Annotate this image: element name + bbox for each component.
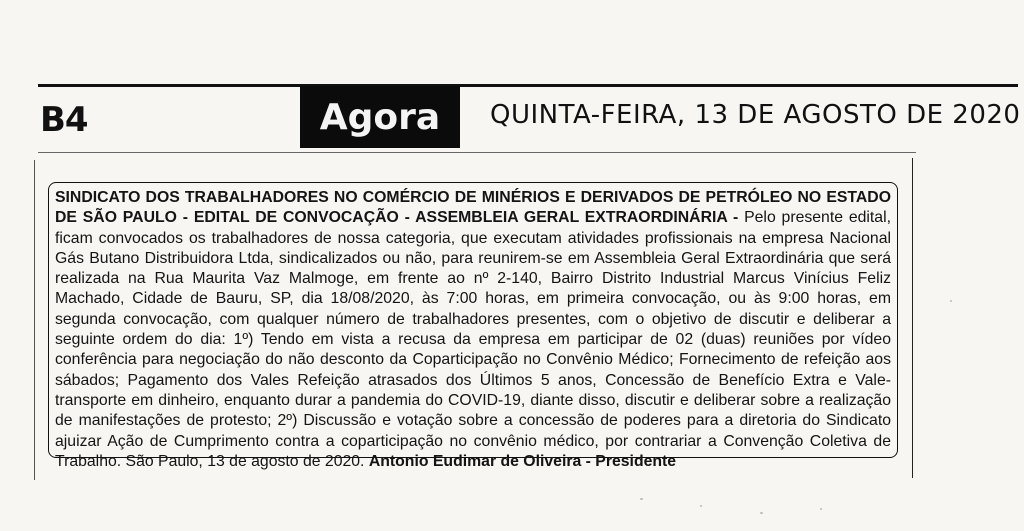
notice-body: Pelo presente edital, ficam convocados os trabalhadores de nossa categoria, que executam atividades profissionais na empresa Nacional Gás Butano Distribuidora Ltda, sindicalizados ou não, para reunirem-se em Assembleia Geral Extraordinária que será realizada na Rua Maurita Vaz Malmoge, em frente ao nº 2-140, Bairro Distrito Industrial Marcus Vinícius Feliz Machado, Cidade de Bauru, SP, dia 18/08/2020, às 7:00 horas, em primeira convocação, ou às 9:00 horas, em segunda convocação, com qualquer número de trabalhadores presentes, com o objetivo de discutir e deliberar a seguinte ordem do dia: 1º) Tendo em vista a recusa da empresa em participar de 02 (duas) reuniões por vídeo conferência para negociação do não desconto da Coparticipação no Convênio Médico; Fornecimento de refeição aos sábados; Pagamento dos Vales Refeição atrasados dos Últimos 5 anos, Concessão de Benefício Extra e Vale-transporte em dinheiro, enquanto durar a pandemia do COVID-19, diante disso, discutir e deliberar sobre a realização de manifestações de protesto; 2º) Discussão e votação sobre a concessão de poderes para a diretoria do Sindicato ajuizar Ação de Cumprimento contra a coparticipação no convênio médico, por contrariar a Convenção Coletiva de Trabalho. São Paulo, 13 de agosto de 2020. (55, 209, 891, 470)
header-rule (38, 84, 1018, 87)
print-speck (950, 300, 952, 302)
notice-heading: SINDICATO DOS TRABALHADORES NO COMÉRCIO DE MINÉRIOS E DERIVADOS DE PETRÓLEO NO ESTADO DE SÃO PAULO - EDITAL DE CONVOCAÇÃO - ASSEMBLEIA GERAL EXTRAORDINÁRIA - (55, 189, 891, 227)
page-number: B4 (40, 100, 88, 140)
print-speck (760, 512, 763, 514)
print-speck (700, 505, 702, 507)
column-rule-left (34, 160, 35, 480)
brand-box (300, 86, 460, 148)
legal-notice (48, 182, 898, 470)
brand-name: Agora (319, 96, 441, 138)
print-speck (820, 508, 822, 510)
column-rule-right (912, 158, 913, 478)
print-speck (640, 498, 643, 500)
header-divider (38, 152, 916, 153)
dateline: QUINTA-FEIRA, 13 DE AGOSTO DE 2020 (490, 100, 1021, 130)
notice-signature: Antonio Eudimar de Oliveira - Presidente (368, 452, 677, 470)
